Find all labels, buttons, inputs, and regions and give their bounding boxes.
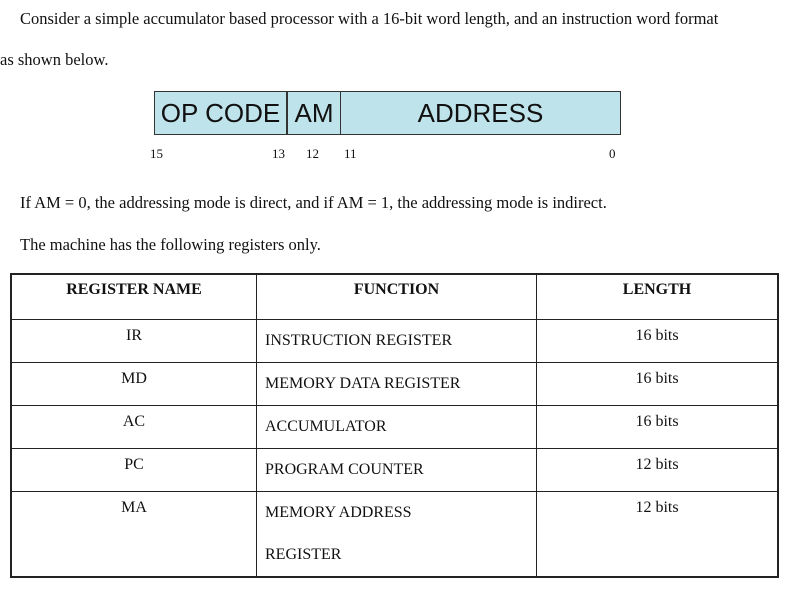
- register-name-cell: MA: [11, 492, 257, 578]
- function-text: MEMORY DATA REGISTER: [265, 375, 461, 392]
- intro-line-2: as shown below.: [0, 50, 109, 69]
- register-table: [10, 273, 779, 578]
- function-text: ACCUMULATOR: [265, 418, 387, 435]
- function-text: PROGRAM COUNTER: [265, 461, 424, 478]
- bit-label-15: 15: [150, 146, 163, 161]
- register-name-cell: IR: [11, 320, 257, 363]
- register-function-cell: [257, 363, 537, 406]
- bit-label-13: 13: [272, 146, 285, 161]
- function-text: MEMORY ADDRESS: [265, 504, 412, 521]
- intro-line-1: Consider a simple accumulator based processor with a 16-bit word length, and an instruction word format: [20, 9, 719, 28]
- bit-label-12: 12: [306, 146, 319, 161]
- register-length-cell: 16 bits: [537, 320, 779, 363]
- registers-intro: The machine has the following registers only.: [20, 235, 321, 254]
- address-field: ADDRESS: [341, 92, 620, 134]
- table-row: [11, 449, 778, 492]
- register-function-cell: [257, 449, 537, 492]
- function-text: INSTRUCTION REGISTER: [265, 332, 453, 349]
- register-length-cell: 16 bits: [537, 406, 779, 449]
- table-row: [11, 363, 778, 406]
- table-row: [11, 406, 778, 449]
- register-name-cell: AC: [11, 406, 257, 449]
- header-register-name: REGISTER NAME: [11, 274, 257, 320]
- table-row: [11, 492, 778, 578]
- register-length-cell: 12 bits: [537, 492, 779, 578]
- bit-label-11: 11: [344, 146, 357, 161]
- table-row: [11, 320, 778, 363]
- am-field: AM: [288, 92, 341, 134]
- header-length: LENGTH: [537, 274, 779, 320]
- table-header-row: [11, 274, 778, 320]
- function-text: REGISTER: [265, 546, 342, 563]
- register-name-cell: PC: [11, 449, 257, 492]
- register-function-cell: [257, 320, 537, 363]
- register-function-cell: [257, 492, 537, 578]
- addressing-mode-note: If AM = 0, the addressing mode is direct, and if AM = 1, the addressing mode is indirect.: [20, 193, 607, 212]
- bit-label-0: 0: [609, 146, 616, 161]
- instruction-word-format: [154, 91, 621, 135]
- register-length-cell: 12 bits: [537, 449, 779, 492]
- opcode-field: OP CODE: [155, 92, 288, 134]
- register-length-cell: 16 bits: [537, 363, 779, 406]
- register-name-cell: MD: [11, 363, 257, 406]
- register-function-cell: [257, 406, 537, 449]
- header-function: FUNCTION: [257, 274, 537, 320]
